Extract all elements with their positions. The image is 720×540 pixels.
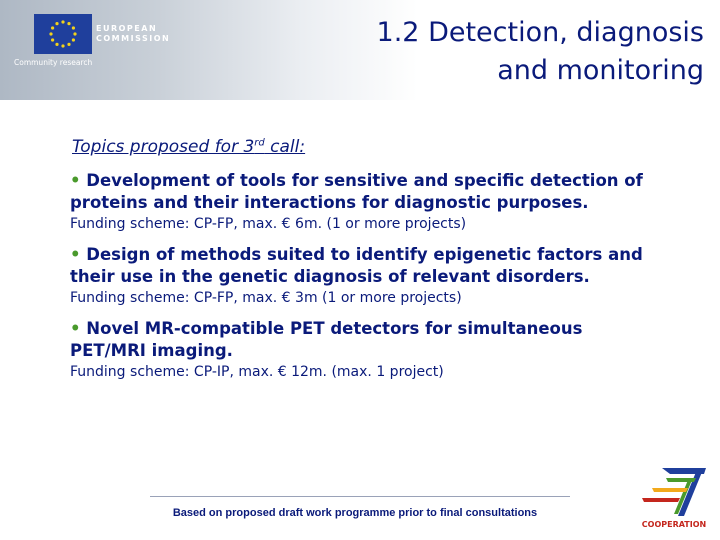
funding-scheme: Funding scheme: CP-FP, max. € 3m (1 or more projects) <box>70 290 462 306</box>
topic-title-line-1: Design of methods suited to identify epigenetic factors and <box>86 245 643 264</box>
org-name <box>96 24 170 44</box>
topic-title <box>70 170 690 214</box>
topic-title <box>70 318 690 362</box>
footer-note: Based on proposed draft work programme prior to final consultations <box>172 507 538 519</box>
european-commission-logo <box>8 8 171 67</box>
topic-title-line-2: proteins and their interactions for diagnostic purposes. <box>70 193 589 212</box>
bullet-icon: • <box>70 319 81 338</box>
page-title <box>284 14 704 90</box>
list-item <box>70 170 690 234</box>
eu-flag-icon <box>34 14 92 54</box>
title-line-2: and monitoring <box>497 55 704 86</box>
fp7-wordmark: COOPERATION <box>641 520 707 529</box>
topics-heading-text: Topics proposed for 3 <box>72 137 255 157</box>
topic-list <box>70 170 690 392</box>
funding-scheme: Funding scheme: CP-IP, max. € 12m. (max. 1 project) <box>70 364 444 380</box>
fp7-cooperation-logo <box>632 462 716 538</box>
bullet-icon: • <box>70 245 81 264</box>
topic-title-line-2: their use in the genetic diagnosis of relevant disorders. <box>70 267 590 286</box>
title-line-1: 1.2 Detection, diagnosis <box>376 17 704 48</box>
funding-scheme: Funding scheme: CP-FP, max. € 6m. (1 or more projects) <box>70 216 467 232</box>
topics-heading-suffix: call: <box>264 137 306 157</box>
topics-heading-ordinal: rd <box>254 137 265 149</box>
topic-title-line-1: Development of tools for sensitive and specific detection of <box>86 171 643 190</box>
fp7-seven-icon <box>632 462 716 520</box>
list-item <box>70 244 690 308</box>
list-item <box>70 318 690 382</box>
bullet-icon: • <box>70 171 81 190</box>
org-line-1: EUROPEAN <box>96 24 158 33</box>
org-line-2: COMMISSION <box>96 34 171 43</box>
topic-title <box>70 244 690 288</box>
topics-heading <box>72 137 305 157</box>
footer-divider <box>150 496 570 497</box>
org-subtitle: Community research <box>14 58 93 67</box>
topic-title-line-2: PET/MRI imaging. <box>70 341 233 360</box>
topic-title-line-1: Novel MR-compatible PET detectors for simultaneous <box>86 319 583 338</box>
